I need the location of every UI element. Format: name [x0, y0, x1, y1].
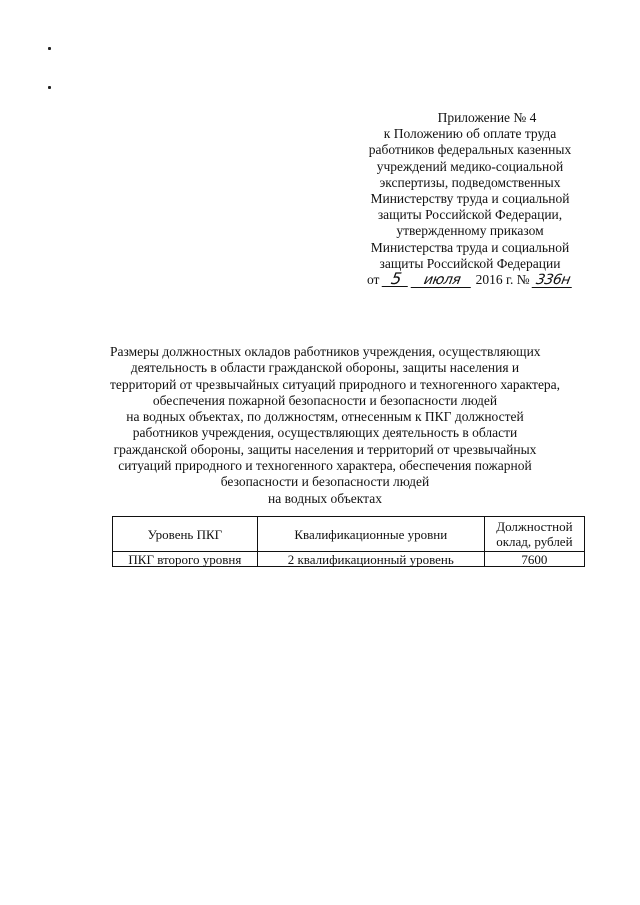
- heading-line: на водных объектах, по должностям, отнесенным к ПКГ должностей: [126, 409, 524, 425]
- appendix-line: защиты Российской Федерации: [379, 255, 561, 271]
- cell-qualification: 2 квалификационный уровень: [257, 552, 484, 567]
- appendix-line: экспертизы, подведомственных: [379, 174, 561, 190]
- handwritten-day: 5: [382, 272, 411, 287]
- appendix-header: [350, 110, 590, 288]
- heading-line: на водных объектах: [268, 490, 382, 506]
- heading-line: гражданской обороны, защиты населения и территорий от чрезвычайных: [113, 441, 537, 457]
- order-date-line: [350, 269, 590, 289]
- appendix-line: учреждений медико-социальной: [376, 158, 564, 174]
- appendix-line: Министерства труда и социальной: [370, 239, 570, 255]
- header-qualification: Квалификационные уровни: [257, 517, 484, 552]
- heading-line: ситуаций природного и техногенного характера, обеспечения пожарной: [118, 458, 532, 474]
- scan-speck: [48, 86, 51, 89]
- header-salary-line1: Должностной: [496, 519, 573, 534]
- handwritten-month: июля: [411, 273, 474, 288]
- heading-line: территорий от чрезвычайных ситуаций природного и техногенного характера,: [110, 376, 561, 392]
- appendix-line: работников федеральных казенных: [368, 142, 572, 158]
- header-salary: [484, 517, 584, 552]
- table-row: [113, 552, 585, 567]
- appendix-line: к Положению об оплате труда: [383, 126, 557, 142]
- handwritten-order-number: 336н: [532, 273, 575, 288]
- heading-line: деятельность в области гражданской обороны, защиты населения и: [130, 360, 520, 376]
- date-prefix: от: [366, 272, 380, 288]
- cell-salary: 7600: [484, 552, 584, 567]
- cell-level: ПКГ второго уровня: [113, 552, 258, 567]
- heading-line: работников учреждения, осуществляющих деятельность в области: [132, 425, 518, 441]
- scan-speck: [48, 47, 51, 50]
- salary-table: [112, 516, 585, 567]
- heading-line: обеспечения пожарной безопасности и безопасности людей: [152, 392, 498, 408]
- appendix-line: защиты Российской Федерации,: [377, 207, 563, 223]
- appendix-line: утвержденному приказом: [396, 223, 544, 239]
- header-level: Уровень ПКГ: [113, 517, 258, 552]
- appendix-title: Приложение № 4: [437, 110, 537, 125]
- heading-line: безопасности и безопасности людей: [220, 474, 430, 490]
- date-year-text: 2016 г. №: [475, 272, 530, 288]
- appendix-line: Министерству труда и социальной: [370, 191, 570, 207]
- header-salary-line2: оклад, рублей: [496, 534, 573, 549]
- document-heading: [110, 344, 561, 507]
- heading-line: Размеры должностных окладов работников учреждения, осуществляющих: [110, 344, 541, 359]
- table-header-row: [113, 517, 585, 552]
